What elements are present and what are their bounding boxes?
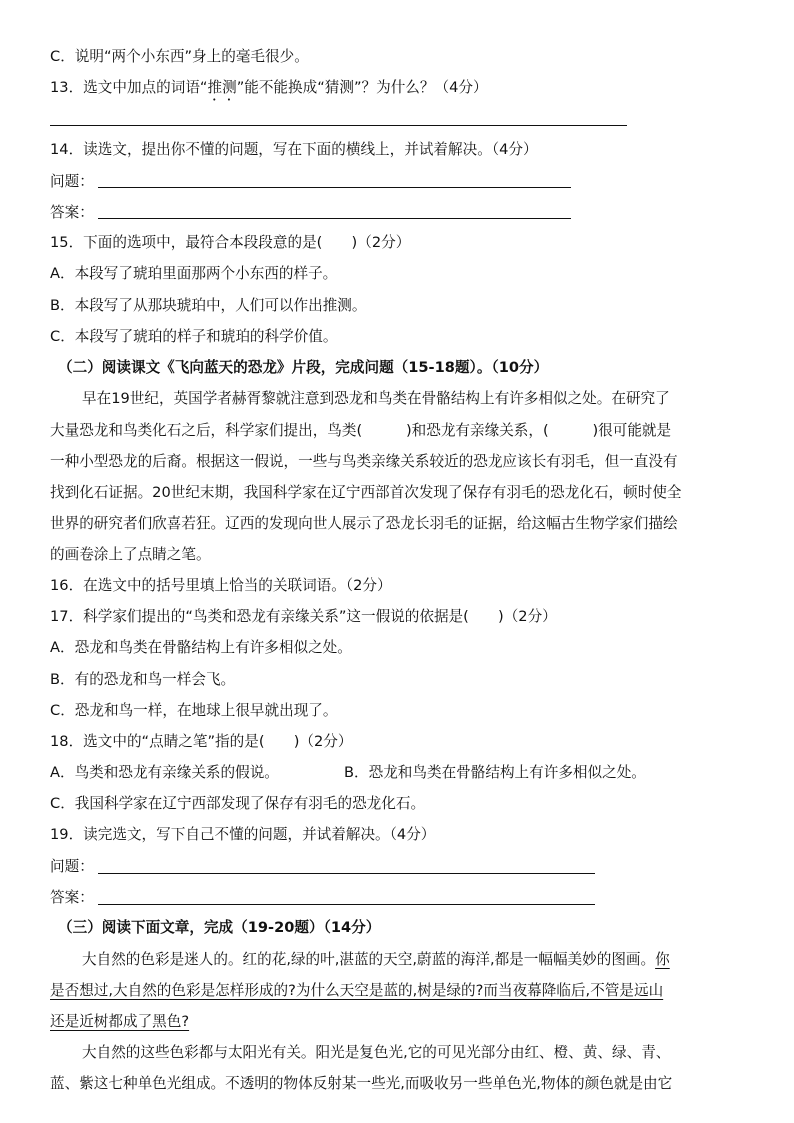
section2-passage-line: 一种小型恐龙的后裔。根据这一假说，一些与鸟类亲缘关系较近的恐龙应该长有羽毛，但一直没有 [50,453,678,470]
q14-question-label: 问题： [50,173,94,190]
q18-question: 18．选文中的“点睛之笔”指的是( )（2分） [50,733,353,750]
section2-passage-line: 找到化石证据。20世纪末期，我国科学家在辽宁西部首次发现了保存有羽毛的恐龙化石，顿时使全 [50,484,682,501]
q17-question: 17．科学家们提出的“鸟类和恐龙有亲缘关系”这一假说的依据是( )（2分） [50,608,557,625]
q14-answer-line[interactable] [98,218,571,219]
section2-passage-line: 世界的研究者们欣喜若狂。辽西的发现向世人展示了恐龙长羽毛的证据，给这幅古生物学家们描绘 [50,515,678,532]
q14-question-line[interactable] [98,187,571,188]
q18-option-c[interactable]: C．我国科学家在辽宁西部发现了保存有羽毛的恐龙化石。 [50,795,426,812]
q17-option-b[interactable]: B．有的恐龙和鸟一样会飞。 [50,671,236,688]
q19-answer-line[interactable] [98,904,595,905]
section2-passage-line: 的画卷涂上了点睛之笔。 [50,546,211,563]
q18-option-b[interactable]: B．恐龙和鸟类在骨骼结构上有许多相似之处。 [344,764,646,781]
section2-passage-line: 早在19世纪，英国学者赫胥黎就注意到恐龙和鸟类在骨骼结构上有许多相似之处。在研究了 [82,390,670,407]
section3-passage-line: 蓝、紫这七种单色光组成。不透明的物体反射某一些光,而吸收另一些单色光,物体的颜色就是由它 [50,1075,673,1092]
q13-suffix: ”能不能换成“猜测”？为什么？（4分） [236,79,488,96]
q13-dotted-word: 推测 [207,79,237,96]
q14-question: 14．读选文，提出你不懂的问题，写在下面的横线上，并试着解决。（4分） [50,141,538,158]
section3-heading: （三）阅读下面文章，完成（19-20题）（14分） [58,919,381,936]
q15-option-c[interactable]: C．本段写了琥珀的样子和琥珀的科学价值。 [50,328,338,345]
q13-answer-line[interactable] [50,125,627,126]
section3-passage-line [82,950,670,970]
section3-passage-line-underlined: 还是近树都成了黑色? [50,1013,190,1030]
q17-option-c[interactable]: C．恐龙和鸟一样，在地球上很早就出现了。 [50,702,338,719]
q19-question-label: 问题： [50,858,94,875]
q15-option-b[interactable]: B．本段写了从那块琥珀中，人们可以作出推测。 [50,297,367,314]
q15-question: 15．下面的选项中，最符合本段段意的是( )（2分） [50,234,411,251]
q16-question: 16．在选文中的括号里填上恰当的关联词语。（2分） [50,577,392,594]
q13-question [50,78,488,104]
q19-answer-label: 答案： [50,889,94,906]
q15-option-a[interactable]: A．本段写了琥珀里面那两个小东西的样子。 [50,265,338,282]
q18-option-a[interactable]: A．鸟类和恐龙有亲缘关系的假说。 [50,764,279,781]
q13-prefix: 13．选文中加点的词语“ [50,79,208,96]
q14-answer-label: 答案： [50,204,94,221]
section3-passage-line: 大自然的这些色彩都与太阳光有关。阳光是复色光,它的可见光部分由红、橙、黄、绿、青、 [82,1044,671,1061]
q19-question-line[interactable] [98,873,595,874]
section2-heading: （二）阅读课文《飞向蓝天的恐龙》片段，完成问题（15-18题）。（10分） [58,359,549,376]
section2-passage-line: 大量恐龙和鸟类化石之后，科学家们提出，鸟类( )和恐龙有亲缘关系，( )很可能就是 [50,422,672,439]
section3-passage-line-underlined: 是否想过,大自然的色彩是怎样形成的?为什么天空是蓝的,树是绿的?而当夜幕降临后,不管是远山 [50,982,664,999]
q19-question: 19．读完选文，写下自己不懂的问题，并试着解决。（4分） [50,826,436,843]
section3-p1-underlined: 你 [655,951,670,968]
q17-option-a[interactable]: A．恐龙和鸟类在骨骼结构上有许多相似之处。 [50,639,352,656]
q12-option-c[interactable]: C．说明“两个小东西”身上的毫毛很少。 [50,48,309,65]
section3-p1-plain: 大自然的色彩是迷人的。红的花,绿的叶,湛蓝的天空,蔚蓝的海洋,都是一幅幅美妙的图画。 [82,951,656,968]
